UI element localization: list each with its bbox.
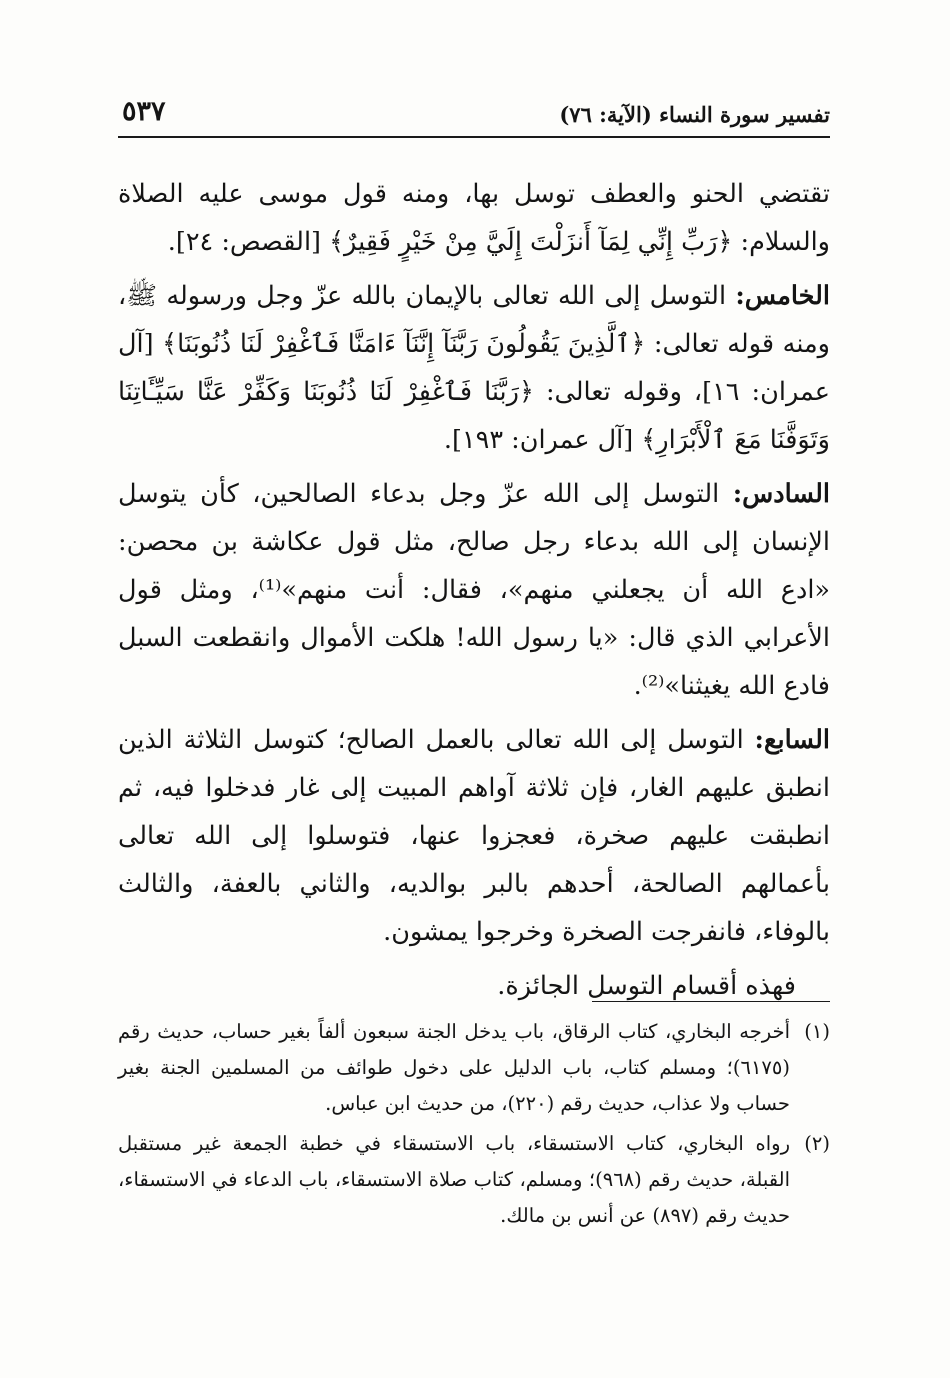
page-number: ٥٣٧ bbox=[122, 96, 166, 127]
paragraph bbox=[118, 272, 830, 464]
paragraph bbox=[118, 470, 830, 710]
paragraph bbox=[118, 170, 830, 266]
paragraph-text: التوسل إلى الله تعالى بالإيمان بالله عزّ وجل ورسوله ﷺ، ومنه قوله تعالى: ﴿ٱلَّذِينَ يَقُولُونَ رَبَّنَآ إِنَّنَآ ءَامَنَّا فَٱغْفِرْ لَنَا ذُنُوبَنَا﴾ [آل عمران: ١٦]، وقوله تعالى: ﴿رَبَّنَا فَٱغْفِرْ لَنَا ذُنُوبَنَا وَكَفِّرْ عَنَّا سَيِّـَٔاتِنَا وَتَوَفَّنَا مَعَ ٱلْأَبْرَارِ﴾ [آل عمران: ١٩٣]. bbox=[118, 281, 830, 455]
footnote-number: (١) bbox=[804, 1020, 830, 1043]
footnote-text: رواه البخاري، كتاب الاستسقاء، باب الاستسقاء في خطبة الجمعة غير مستقبل القبلة، حديث رقم (٩٦٨)؛ ومسلم، كتاب صلاة الاستسقاء، باب الدعاء في الاستسقاء، حديث رقم (٨٩٧) عن أنس بن مالك. bbox=[118, 1132, 790, 1227]
footnote bbox=[118, 1126, 830, 1234]
page-header bbox=[118, 96, 830, 138]
running-title: تفسير سورة النساء (الآية: ٧٦) bbox=[559, 102, 830, 127]
main-text bbox=[118, 170, 830, 1016]
footnotes bbox=[118, 1014, 830, 1238]
paragraph-text: فهذه أقسام التوسل الجائزة. bbox=[497, 971, 796, 1001]
paragraph bbox=[118, 962, 830, 1010]
footnote-number: (٢) bbox=[804, 1132, 830, 1155]
footnote-separator bbox=[592, 1001, 830, 1002]
paragraph-text: التوسل إلى الله عزّ وجل بدعاء الصالحين، كأن يتوسل الإنسان إلى الله بدعاء رجل صالح، مثل قول عكاشة بن محصن: «ادع الله أن يجعلني منهم»، فقال: أنت منهم»⁽¹⁾، ومثل قول الأعرابي الذي قال: «يا رسول الله! هلكت الأموال وانقطعت السبل فادع الله يغيثنا»⁽²⁾. bbox=[118, 479, 831, 701]
paragraph-text: تقتضي الحنو والعطف توسل بها، ومنه قول موسى عليه الصلاة والسلام: ﴿رَبِّ إِنِّي لِمَآ أَنزَلْتَ إِلَيَّ مِنْ خَيْرٍ فَقِيرٌ﴾ [القصص: ٢٤]. bbox=[118, 179, 830, 257]
paragraph-lead: السابع: bbox=[754, 725, 830, 755]
book-page bbox=[118, 96, 830, 1346]
paragraph-lead: الخامس: bbox=[735, 281, 830, 311]
footnote-text: أخرجه البخاري، كتاب الرقاق، باب يدخل الجنة سبعون ألفاً بغير حساب، حديث رقم (٦١٧٥)؛ ومسلم كتاب، باب الدليل على دخول طوائف من المسلمين الجنة بغير حساب ولا عذاب، حديث رقم (٢٢٠)، من حديث ابن عباس. bbox=[118, 1020, 790, 1115]
paragraph-text: التوسل إلى الله تعالى بالعمل الصالح؛ كتوسل الثلاثة الذين انطبق عليهم الغار، فإن ثلاثة آواهم المبيت إلى غار فدخلوا فيه، ثم انطبقت عليهم صخرة، فعجزوا عنها، فتوسلوا إلى الله تعالى بأعمالهم الصالحة، أحدهم بالبر بوالديه، والثاني بالعفة، والثالث بالوفاء، فانفرجت الصخرة وخرجوا يمشون. bbox=[118, 725, 830, 947]
paragraph bbox=[118, 716, 830, 956]
footnote bbox=[118, 1014, 830, 1122]
paragraph-lead: السادس: bbox=[732, 479, 830, 509]
